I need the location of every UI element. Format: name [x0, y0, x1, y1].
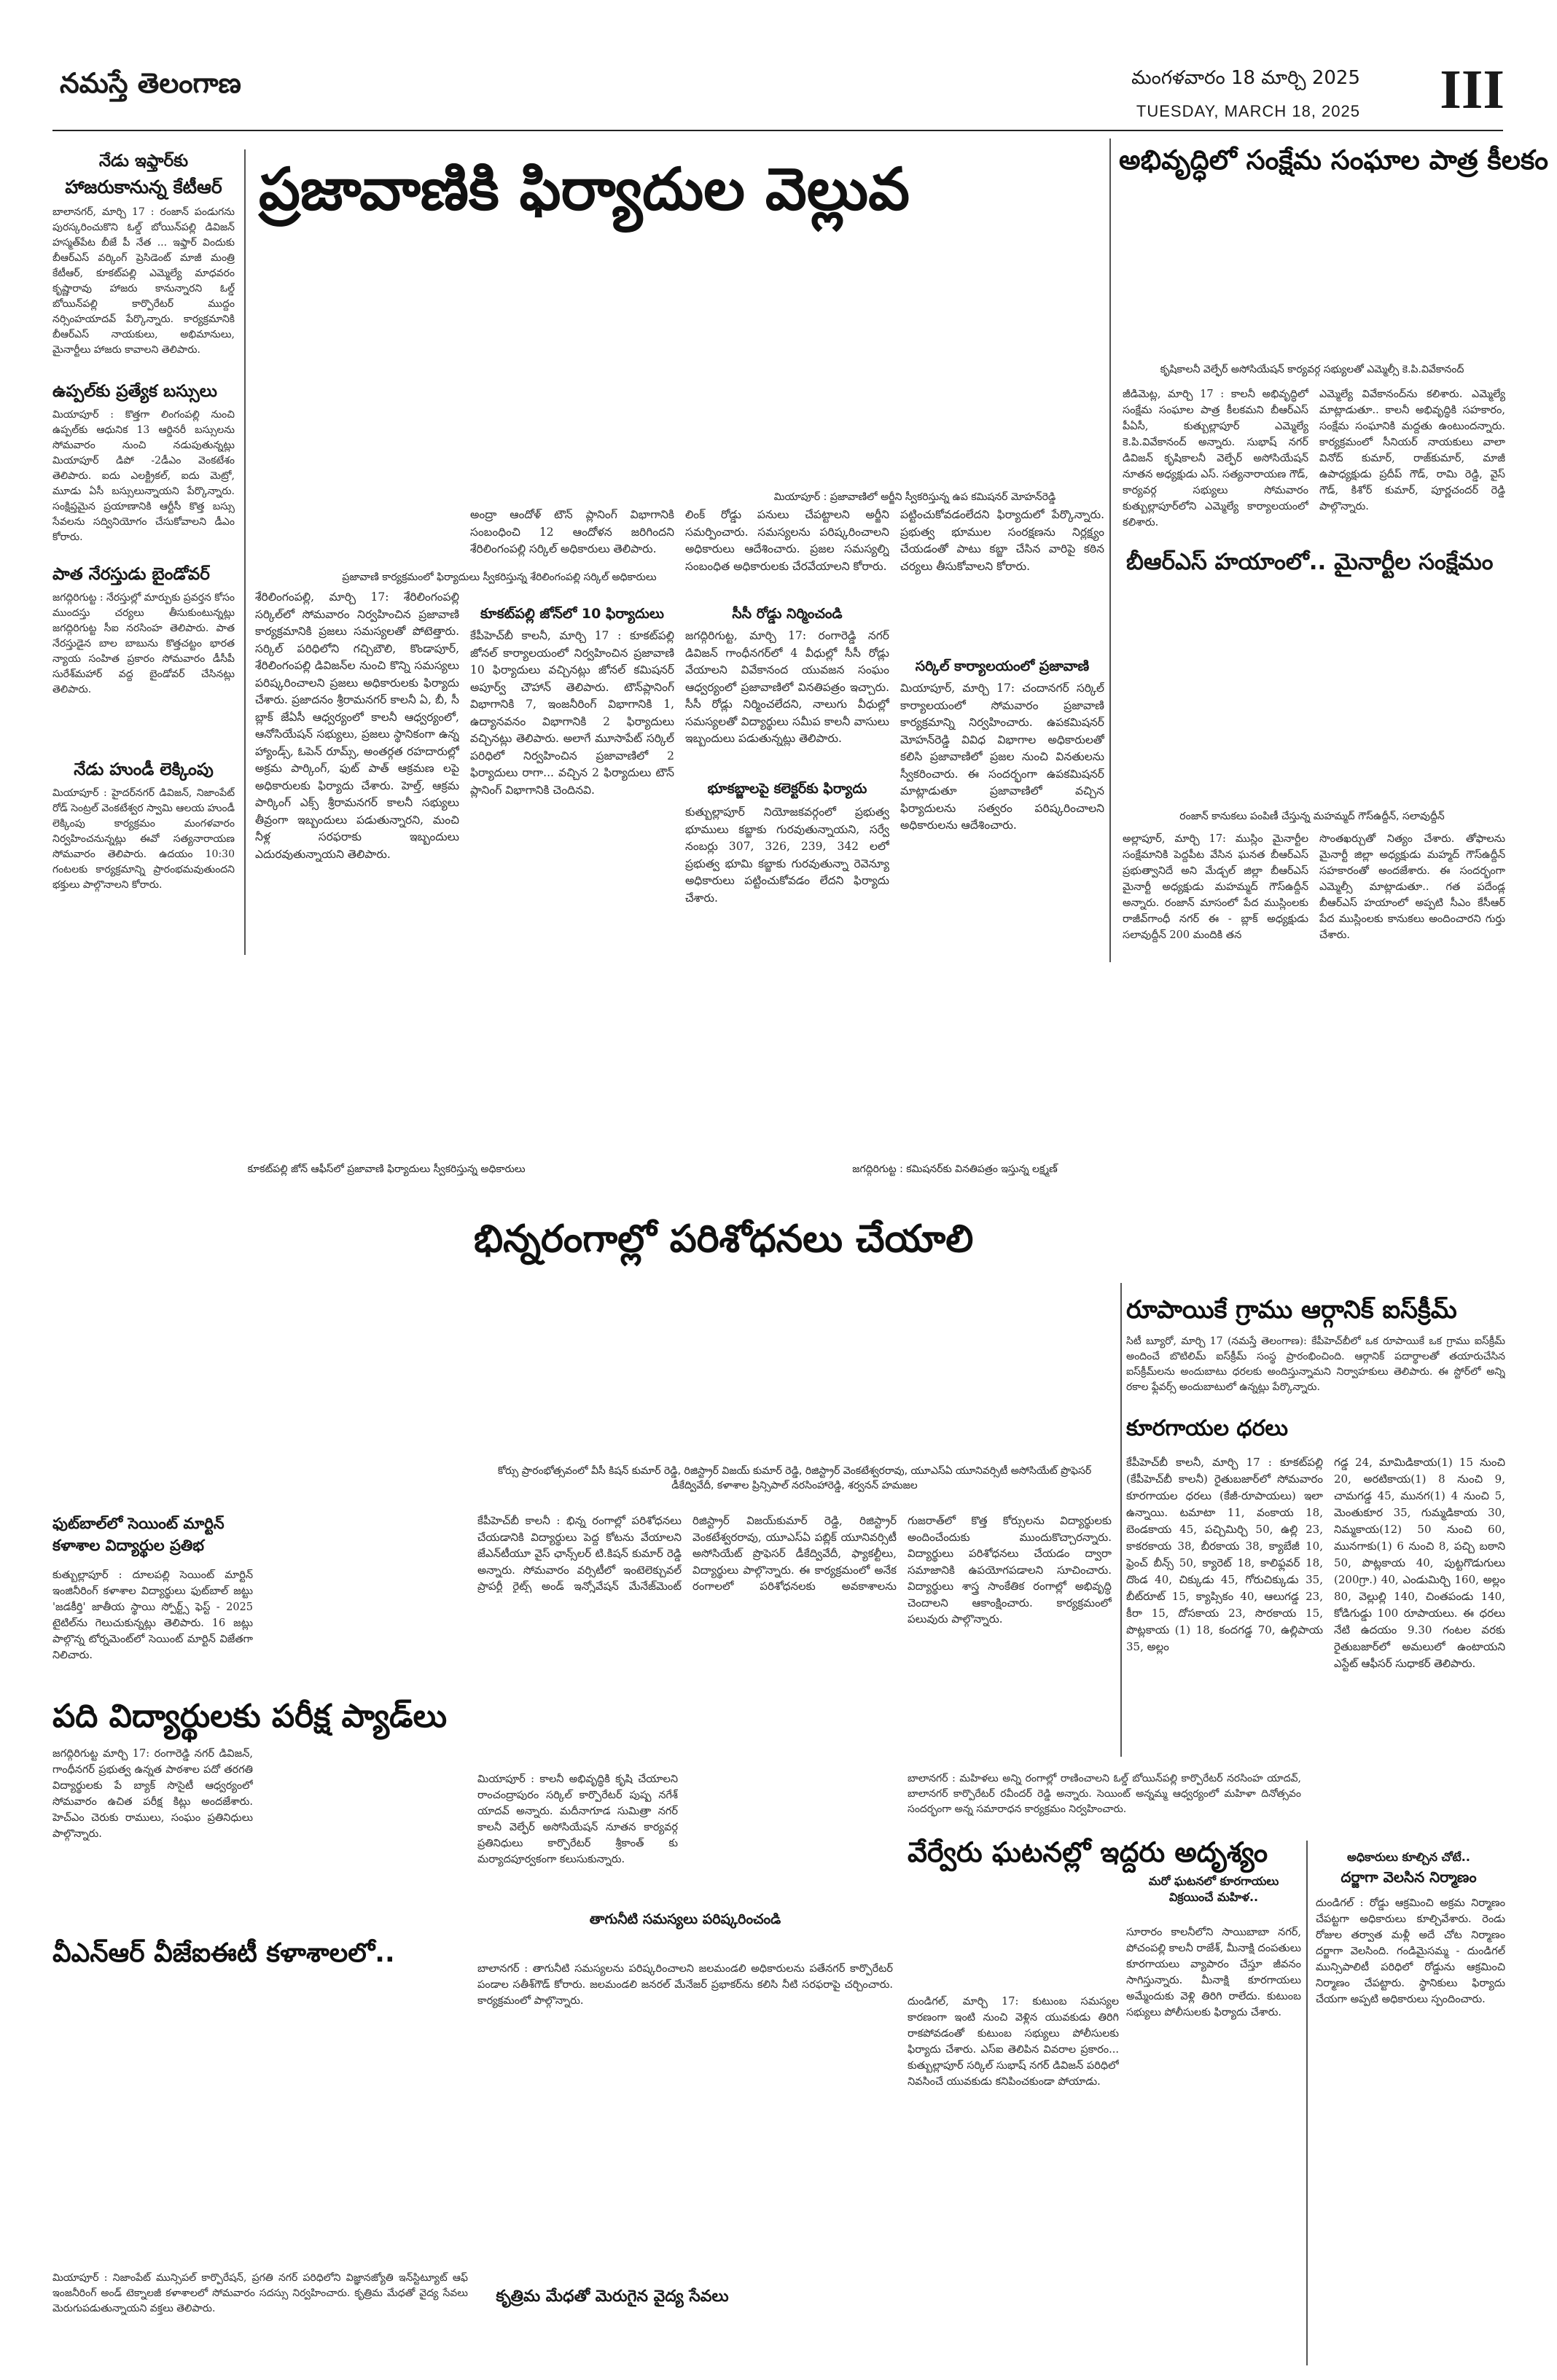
lead-col-3-text: జగద్గిరిగుట్ట, మార్చి 17: రంగారెడ్డి నగర్‌ డివిజన్‌ గాంధీనగర్‌లో 4 వీధుల్లో సీసీ రోడ్లు వేయాలని వివేకానంద యువజన సంఘం ఆధ్వర్యంలో ప్రజావాణిలో వినతిపత్రం ఇచ్చారు. సీసీ రోడ్లు నిర్మించలేదని, నాలుగు వీధుల్లో సమస్యలతో విద్యార్థులు సమీప కాలనీ వాసులు ఇబ్బందులు పడుతున్నట్లు తెలిపారు. [685, 629, 889, 745]
organic-headline: రూపాయికే గ్రాము ఆర్గానిక్‌ ఐస్‌క్రీమ్‌ [1126, 1295, 1457, 1324]
missing-head: వేర్వేరు ఘటనల్లో ఇద్దరు అదృశ్యం [908, 1836, 1268, 1868]
exam-pads-head: పది విద్యార్థులకు పరీక్ష ప్యాడ్‌లు [52, 1698, 448, 1735]
column-divider [1306, 1841, 1308, 2365]
brief-kicker: నేడు ఇఫ్తార్‌కు [98, 152, 189, 171]
demolition-kicker: అధికారులు కూల్చిన చోటే.. [1347, 1850, 1470, 1864]
middle-photo-band [52, 969, 1503, 1159]
football-head: ఫుట్‌బాల్‌లో సెయింట్‌ మార్టిన్‌ కళాశాల విద్యార్థుల ప్రతిభ [52, 1515, 225, 1554]
middle-right-caption: జగద్గిరిగుట్ట : కమిషనర్‌కు వినతిపత్రం ఇస్తున్న లక్ష్మణ్‌ [852, 1163, 1058, 1175]
masthead-rule [52, 130, 1503, 131]
veg-prices-head: కూరగాయల ధరలు [1126, 1416, 1289, 1441]
column-divider [1109, 138, 1111, 962]
newspaper-name: నమస్తే తెలంగాణ [60, 67, 241, 99]
missing-subhead: మరో ఘటనలో కూరగాయలు విక్రయించే మహిళ.. [1148, 1874, 1279, 1904]
ai-health-photo [52, 2183, 468, 2263]
right-subhead: బీఆర్‌ఎస్‌ హయాంలో.. మైనార్టీల సంక్షేమం [1126, 549, 1494, 575]
football-body-col-1: కుత్బుల్లాపూర్‌ : దూలపల్లి సెయింట్‌ మార్టిన్‌ ఇంజినీరింగ్‌ కళాశాల విద్యార్థులు ఫుట్‌బాల్‌ జట్టు 'జడకీర్తి' జాతీయ స్థాయి స్పోర్ట్స్‌ ఫెస్ట్‌ - 2025 టైటిల్‌ను గెలుచుకున్నట్లు తెలిపారు. 16 జట్లు పాల్గొన్న టోర్నమెంట్‌లో సెయింట్‌ మార్టిన్‌ విజేతగా నిలిచారు. [52, 1569, 253, 1661]
water-body: బాలానగర్‌ : తాగునీటి సమస్యలను పరిష్కరించాలని జలమండలి అధికారులను పతేనగర్‌ కార్పొరేటర్‌ పండాల సతీశ్‌గౌడ్‌ కోరారు. జలమండలి జనరల్‌ మేనేజర్‌ ప్రభాకర్‌ను కలిసి నీటి సరఫరాపై చర్చించారు. కార్యక్రమంలో పాల్గొన్నారు. [477, 1963, 893, 2007]
ai-health-body: మియాపూర్‌ : నిజాంపేట్‌ మున్సిపల్‌ కార్పొరేషన్‌, ప్రగతి నగర్‌ పరిధిలోని విజ్ఞానజ్యోతి ఇన్‌స్టిట్యూట్‌ ఆఫ్‌ ఇంజనీరింగ్‌ అండ్‌ టెక్నాలజీ కళాశాలలో సోమవారం సదస్సు నిర్వహించారు. కృత్రిమ మేధతో వైద్య సేవలు మెరుగుపడుతున్నాయని వక్తలు తెలిపారు. [52, 2272, 468, 2314]
lead-col-4-text: పట్టించుకోవడంలేదని ఫిర్యాదులో పేర్కొన్నారు. ప్రభుత్వ భూముల సంరక్షణను నిర్లక్ష్యం చేయడంతో పాటు కబ్జా చేసిన వారిపై కఠిన చర్యలు తీసుకోవాలని కోరారు. [900, 508, 1104, 573]
column-divider [244, 149, 246, 955]
research-photo [474, 1276, 1115, 1458]
lead-col-3-text: లింక్‌ రోడ్డు పనులు చేపట్టాలని అర్జీని సమర్పించారు. సమస్యలను పరిష్కరించాలని అధికారులు ఆదేశించారు. ప్రజల సమస్యల్ని సంబంధిత అధికారులకు చేరవేయాలని కోరారు. [685, 508, 889, 573]
brief-body: మియాపూర్‌ : కొత్తగా లింగంపల్లి నుంచి ఉప్పల్‌కు ఆధునిక 13 ఆర్డినరీ బస్సులను సోమవారం నుంచి నడుపుతున్నట్లు మియాపూర్‌ డిపో -2డీఎం వెంకటేశం తెలిపారు. ఐదు ఎలక్ట్రికల్‌, ఐదు మెట్రో, మూడు ఏసీ బస్సులున్నాయని పేర్కొన్నారు. సంక్షిప్తమైన ప్రయాణానికి ఆర్టీసీ కొత్త బస్సు సేవలను సద్వినియోగం చేసుకోవాలని డీఎం కోరారు. [52, 409, 235, 543]
brief-head: ఉప్పల్‌కు ప్రత్యేక బస్సులు [52, 382, 217, 401]
right-col-3: అల్లాపూర్‌, మార్చి 17: ముస్లిం మైనార్టీల సంక్షేమానికి పెద్దపీట వేసిన ఘనత బీఆర్‌ఎస్‌ ప్రభుత్వానిదే అని మేడ్చల్‌ జిల్లా బీఆర్‌ఎస్‌ మైనార్టీ అధ్యక్షుడు మహమ్మద్‌ గౌస్‌ఉద్దీన్‌ అన్నారు. రంజాన్‌ మాసంలో పేద ముస్లింలకు రాజీవ్‌గాంధీ నగర్‌ ఈ - బ్లాక్‌ అధ్యక్షుడు సలావుద్దీన్‌ 200 మందికి తన [1123, 833, 1308, 941]
demolition-head: దర్జాగా వెలసిన నిర్మాణం [1341, 1868, 1477, 1886]
research-col-2: రిజిస్ట్రార్‌ విజయ్‌కుమార్‌ రెడ్డి, రిజిస్ట్రార్‌ వెంకటేశ్వరరావు, యూఎస్‌ఏ పబ్లిక్‌ యూనివర్సిటీ అసోసియేట్‌ ప్రొఫెసర్‌ డీకేద్వివేదీ, ఫ్యాకల్టీలు, విద్యార్థులు పాల్గొన్నారు. ఈ కార్యక్రమంలో అనేక రంగాలలో పరిశోధనలకు అవకాశాలను [692, 1514, 897, 1593]
lead-col-2-text: కేపీహెచ్‌బీ కాలనీ, మార్చి 17 : కూకట్‌పల్లి జోనల్‌ కార్యాలయంలో నిర్వహించిన ప్రజావాణి 10 ఫిర్యాదులు వచ్చినట్లు జోనల్‌ కమిషనర్‌ అపూర్వ్‌ చౌహాన్‌ తెలిపారు. టౌన్‌ప్లానింగ్‌ విభాగానికి 7, ఇంజనీరింగ్‌ విభాగానికి 1, ఉద్యానవనం విభాగానికి 2 ఫిర్యాదులు వచ్చినట్లు తెలిపారు. అలాగే మూసాపేట్‌ సర్కిల్‌ పరిధిలో నిర్వహించిన ప్రజావాణిలో 2 ఫిర్యాదులు రాగా... వచ్చిన 2 ఫిర్యాదులు టౌన్‌ ప్లానింగ్‌ విభాగానికి చెందినవి. [470, 629, 674, 797]
lead-subhead: సీసీ రోడ్డు నిర్మించండి [732, 606, 843, 622]
exam-pads-body: జగద్గిరిగుట్ట మార్చి 17: రంగారెడ్డి నగర్‌ డివిజన్‌, గాంధీనగర్‌ ప్రభుత్వ ఉన్నత పాఠశాల పదో తరగతి విద్యార్థులకు పే బ్యాక్‌ సొసైటీ ఆధ్వర్యంలో సోమవారం ఉచిత పరీక్ష కిట్లు అందజేశారు. హెచ్‌ఎం చెరుకు రాములు, సంఘం ప్రతినిధులు పాల్గొన్నారు. [52, 1748, 253, 1840]
right-photo-bottom-caption: రంజాన్‌ కానుకలు పంపిణీ చేస్తున్న మహమ్మద్‌ గౌస్‌ఉద్దీన్‌, సలావుద్దీన్‌ [1179, 811, 1445, 822]
women-day-body: బాలానగర్‌ : మహిళలు అన్ని రంగాల్లో రాణించాలని ఓల్డ్‌ బోయిన్‌పల్లి కార్పొరేటర్‌ నరసింహ యాదవ్‌, బాలానగర్‌ కార్పొరేటర్‌ రవీందర్‌ రెడ్డి అన్నారు. సెయింట్‌ అన్నమ్మ ఆధ్వర్యంలో మహిళా దినోత్సవం సందర్భంగా అన్న సమారాధన కార్యక్రమం నిర్వహించారు. [908, 1773, 1301, 1815]
column-divider [1120, 1283, 1122, 1757]
right-col-1: జీడిమెట్ల, మార్చి 17 : కాలనీ అభివృద్ధిలో సంక్షేమ సంఘాల పాత్ర కీలకమని బీఆర్‌ఎస్‌ పీఏసీ, కుత్బుల్లాపూర్‌ ఎమ్మెల్యే కె.పి.వివేకానంద్‌ అన్నారు. సుభాష్‌ నగర్‌ డివిజన్‌ కృషికాలనీ వెల్ఫేర్‌ అసోసియేషన్‌ నూతన అధ్యక్షుడు ఎస్‌. సత్యనారాయణ గౌడ్‌, కార్యవర్గ సభ్యులు సోమవారం కుత్బుల్లాపూర్‌లోని ఎమ్మెల్యే కార్యాలయంలో కలిశారు. [1123, 389, 1308, 528]
lead-col-3-text: కుత్బుల్లాపూర్‌ నియోజకవర్గంలో ప్రభుత్వ భూములు కబ్జాకు గురవుతున్నాయని, సర్వే నంబర్లు 307, 326, 239, 342 లలో ప్రభుత్వ భూమి కబ్జాకు గురవుతున్నా రెవెన్యూ అధికారులు పట్టించుకోవడం లేదని ఫిర్యాదు చేశారు. [685, 805, 889, 905]
lead-subhead: సర్కిల్‌ కార్యాలయంలో ప్రజావాణి [915, 658, 1090, 674]
lead-subhead: భూకబ్జాలపై కలెక్టర్‌కు ఫిర్యాదు [707, 781, 867, 797]
brief-body: జగద్గిరిగుట్ట : నేరస్తుల్లో మార్పుకు ప్రవర్తన కోసం ముందస్తు చర్యలు తీసుకుంటున్నట్లు జగద్గిరిగుట్ట సీఐ నరసింహ తెలిపారు. పాత నేరస్తుడైన బాల బాబును కొత్తచట్టం భారత న్యాయ సంహిత ప్రకారం సోమవారం డీసీపీ సురేశ్‌మహార్‌ వద్ద బైండోవర్‌ చేసినట్లు తెలిపారు. [52, 592, 235, 695]
water-head: తాగునీటి సమస్యలు పరిష్కరించండి [589, 1911, 781, 1927]
research-photo-caption: కోర్సు ప్రారంభోత్సవంలో వీసీ కిషన్‌ కుమార్‌ రెడ్డి, రిజిస్ట్రార్‌ విజయ్‌ కుమార్‌ రెడ్డి, రిజిస్ట్రార్‌ వెంకటేశ్వరరావు, యూఎస్‌ఏ యూనివర్సిటీ అసోసియేట్‌ ప్రొఫెసర్‌ డీకేద్వివేదీ, కళాశాల ప్రిన్సిపాల్‌ నరసింహారెడ్డి, శర్వనన్‌ హమజల [497, 1465, 1092, 1491]
lead-subhead: కూకట్‌పల్లి జోన్‌లో 10 ఫిర్యాదులు [480, 606, 664, 622]
research-col-3: గుజరాత్‌లో కొత్త కోర్సులను విద్యార్థులకు అందించేందుకు ముందుకొచ్చారన్నారు. విద్యార్థులు పరిశోధనలు చేయడం ద్వారా సమాజానికి ఉపయోగపడాలని సూచించారు. విద్యార్థులు శాస్త్ర సాంకేతిక రంగాల్లో అభివృద్ధి చెందాలని ఆకాంక్షించారు. కార్యక్రమంలో పలువురు పాల్గొన్నారు. [908, 1514, 1112, 1626]
lead-col-2 [470, 507, 674, 934]
football-photo [259, 1513, 463, 1695]
date-english: TUESDAY, MARCH 18, 2025 [1136, 102, 1360, 120]
colony-photo [474, 1593, 897, 1764]
right-col-2: ఎమ్మెల్యే వివేకానంద్‌ను కలిశారు. ఎమ్మెల్యే మాట్లాడుతూ.. కాలనీ అభివృద్ధికి సహకారం, సంక్షేమ సంఘానికి మద్దతు ఉంటుందన్నారు. కార్యక్రమంలో సీనియర్‌ నాయకులు వాలా వినోద్‌ కుమార్‌, రాజ్‌కుమార్‌, మాజీ ఉపాధ్యక్షుడు ప్రదీప్‌ గౌడ్‌, రామి రెడ్డి, వైస్‌ గౌడ్‌, కిశోర్‌ కుమార్‌, పూర్ణచందర్‌ రెడ్డి పాల్గొన్నారు. [1319, 389, 1505, 512]
research-headline: భిన్నరంగాల్లో పరిశోధనలు చేయాలి [474, 1217, 974, 1261]
left-column [52, 149, 235, 950]
right-headline: అభివృద్ధిలో సంక్షేమ సంఘాల పాత్ర కీలకం [1119, 144, 1549, 176]
brief-head: హాజరుకానున్న కేటీఆర్‌ [65, 176, 222, 198]
brief-body: మియాపూర్‌ : హైదర్‌నగర్‌ డివిజన్‌, నిజాంపేట్‌ రోడ్‌ సెంట్రల్‌ వెంకటేశ్వర స్వామి ఆలయ హుండీ లెక్కింపు కార్యక్రమం మంగళవారం నిర్వహించనున్నట్లు ఈవో సత్యనారాయణ సోమవారం తెలిపారు. ఉదయం 10:30 గంటలకు కార్యక్రమాన్ని ప్రారంభమవుతుందని భక్తులు పాల్గొనాలని కోరారు. [52, 787, 235, 891]
right-photo-top [1119, 186, 1505, 354]
lead-col-4-text: మియాపూర్‌, మార్చి 17: చందానగర్‌ సర్కిల్‌ కార్యాలయంలో సోమవారం ప్రజావాణి కార్యక్రమాన్ని నిర్వహించారు. ఉపకమిషనర్‌ మోహన్‌రెడ్డి వివిధ విభాగాల అధికారులతో కలిసి ప్రజావాణిలో ప్రజల నుంచి వినతులను స్వీకరించారు. ఈ సందర్భంగా ఉపకమిషనర్‌ మాట్లాడుతూ ప్రజావాణిలో వచ్చిన ఫిర్యాదులను సత్వరం పరిష్కరించాలని అధికారులను ఆదేశించారు. [900, 682, 1104, 832]
middle-left-caption: కూకట్‌పల్లి జోన్‌ ఆఫీస్‌లో ప్రజావాణి ఫిర్యాదులు స్వీకరిస్తున్న అధికారులు [247, 1163, 526, 1175]
lead-photo-top [251, 244, 1097, 485]
veg-prices-col-2: గడ్డ 24, మామిడికాయ(1) 15 నుంచి 20, అరటికాయ(1) 8 నుంచి 9, చామగడ్డ 45, మునగ(1) 4 నుంచి 5, మెంతుకూర 35, గుమ్మడికాయ 30, నిమ్మకాయ(12) 50 నుంచి 60, మునగాకు(1) 6 నుంచి 8, పచ్చి బఠాని 50, పొట్లకాయ 40, పుట్టగొడుగులు (200గ్రా.) 40, ఎండుమిర్చి 160, అల్లం 80, వెల్లుల్లి 140, చింతపండు 140, కోడిగుడ్డు 100 రూపాయలు. ఈ ధరలు నేటి ఉదయం 9.30 గంటల వరకు రైతుబజార్‌లో అమలులో ఉంటాయని ఎస్టేట్‌ ఆఫీసర్‌ సుధాకర్‌ తెలిపారు. [1334, 1456, 1505, 1670]
exam-pads-photo [259, 1746, 463, 1921]
research-col-1: కేపీహెచ్‌బీ కాలనీ : భిన్న రంగాల్లో పరిశోధనలు చేయడానికి విద్యార్థులు పెద్ద కోటను వేయాలని జేఎన్‌టీయూ వైస్‌ ఛాన్స్‌లర్‌ టి.కిషన్‌ కుమార్‌ రెడ్డి అన్నారు. సోమవారం వర్సిటీలో ఇంటెలెక్చువల్‌ ప్రాపర్టీ రైట్స్‌ అండ్‌ ఇన్నోవేషన్‌ మేనేజ్‌మెంట్‌ [477, 1514, 682, 1593]
lead-photo-bottom-caption: ప్రజావాణి కార్యక్రమంలో ఫిర్యాదులు స్వీకరిస్తున్న శేరిలింగంపల్లి సర్కిల్‌ అధికారులు [342, 571, 657, 583]
page-number: III [1440, 59, 1505, 120]
right-col-4: సొంతఖర్చుతో నిత్యం చేశారు. తోఫాలను మైనార్టీ జిల్లా అధ్యక్షుడు మహ్మద్‌ గౌస్‌ఉద్దీన్‌ సహకారంతో అందజేశారు. ఈ సందర్భంగా ఎమ్మెల్సీ మాట్లాడుతూ.. గత పదేండ్ల బీఆర్‌ఎస్‌ హయాంలో అప్పటి సీఎం కేసీఆర్‌ పేద ముస్లింలకు కానుకలు అందించారని గుర్తు చేశారు. [1319, 833, 1505, 941]
lead-headline: ప్రజావాణికి ఫిర్యాదుల వెల్లువ [259, 155, 910, 223]
veg-prices-col-1: కేపీహెచ్‌బీ కాలనీ, మార్చి 17 : కూకట్‌పల్లి (కేపీహెచ్‌బీ కాలనీ) రైతుబజార్‌లో సోమవారం కూరగాయల ధరలు (కేజీ-రూపాయలు) ఇలా ఉన్నాయి. టమాటా 11, వంకాయ 18, బెండకాయ 45, పచ్చిమిర్చి 50, ఉల్లి 23, కాకరకాయ 38, బీరకాయ 38, క్యాబేజీ 10, ఫ్రెంచ్‌ బీన్స్‌ 50, క్యారెట్‌ 18, కాలిఫ్లవర్‌ 18, దొండ 40, చిక్కుడు 45, గోరుచిక్కుడు 35, బీట్‌రూట్‌ 15, క్యాప్సికం 40, ఆలుగడ్డ 23, కీరా 15, దోసకాయ 23, సొరకాయ 15, పొట్లకాయ (1) 18, కందగడ్డ 70, ఉల్లిపాయ 35, అల్లం [1126, 1456, 1323, 1653]
lead-photo-top-caption: మియాపూర్‌ : ప్రజావాణిలో అర్జీని స్వీకరిస్తున్న ఉప కమిషనర్‌ మోహన్‌రెడ్డి [773, 491, 1056, 503]
right-photo-top-caption: కృషికాలనీ వెల్ఫేర్‌ అసోసియేషన్‌ కార్యవర్గ సభ్యులతో ఎమ్మెల్సీ కె.పి.వివేకానంద్‌ [1160, 364, 1464, 375]
right-photo-bottom [1119, 587, 1505, 798]
demolition-body: దుండిగల్‌ : రోడ్డు ఆక్రమించి అక్రమ నిర్మాణం చేపట్టగా అధికారులు కూల్చివేశారు. రెండు రోజుల తర్వాత మళ్లీ అదే చోట నిర్మాణం దర్జాగా వెలసింది. గండిమైసమ్మ - దుండిగల్‌ మున్సిపాలిటీ పరిధిలో రోడ్డును ఆక్రమించి నిర్మాణం చేపట్టారు. స్థానికులు ఫిర్యాదు చేయగా అప్పటి అధికారులు స్పందించారు. [1316, 1897, 1505, 2005]
brief-head: పాత నేరస్తుడు బైండోవర్‌ [52, 565, 210, 584]
brief-body: బాలానగర్‌, మార్చి 17 : రంజాన్‌ పండుగను పురస్కరించుకొని ఓల్డ్‌ బోయిన్‌పల్లి డివిజన్‌ హస్మత్‌పేట బీజే పీ నేత ... ఇఫ్తార్‌ విందుకు బీఆర్‌ఎస్‌ వర్కింగ్‌ ప్రెసిడెంట్‌ మాజీ మంత్రి కేటీఆర్‌, కూకట్‌పల్లి ఎమ్మెల్యే మాధవరం కృష్ణారావు హాజరు కానున్నారని ఓల్డ్‌ బోయిన్‌పల్లి కార్పొరేటర్‌ ముద్దం నర్సింహయాదవ్‌ పేర్కొన్నారు. కార్యక్రమానికి బీఆర్‌ఎస్‌ నాయకులు, అభిమానులు, మైనార్టీలు హాజరు కావాలని తెలిపారు. [52, 206, 235, 356]
lead-col-1: శేరిలింగంపల్లి, మార్చి 17: శేరిలింగంపల్లి సర్కిల్‌లో సోమవారం నిర్వహించిన ప్రజావాణి కార్యక్రమానికి ప్రజలు సమస్యలతో పోటెత్తారు. సర్కిల్‌ పరిధిలోని గచ్చిబౌలి, కొండాపూర్‌, శేరిలింగంపల్లి డివిజన్‌ల నుంచి కొన్ని సమస్యలు పరిష్కరించాలని ప్రజలు అధికారులకు ఫిర్యాదు చేశారు. ప్రజాదనం శ్రీరామనగర్‌ కాలనీ ఏ, బీ, సీ బ్లాక్‌ జేఏసీ ఆధ్వర్యంలో కాలనీ ఆధ్వర్యంలో, ఆనోసియేషన్‌ సభ్యులు, ప్రజలు స్థానికంగా ఉన్న హ్యాండ్స్‌, ఓపెన్‌ రూమ్స్‌, అంతర్గత రహదారుల్లో అక్రమ పార్కింగ్‌, ఫుట్‌ పాత్‌ ఆక్రమణ లపై అధికారులకు ఫిర్యాదు చేశారు. హెల్త్‌, ఆక్రమ పార్కింగ్‌ ఎక్స్‌ శ్రీరామనగర్‌ కాలనీ సభ్యులు తీవ్రంగా ఇబ్బందులు పడుతున్నారని, మంచి నీళ్ల సరఫరాకు ఇబ్బందులు ఎదురవుతున్నాయని తెలిపారు. [255, 590, 459, 861]
missing-body-1: దుండిగల్‌, మార్చి 17: కుటుంబ సమస్యల కారణంగా ఇంటి నుంచి వెళ్లిన యువకుడు తిరిగి రాకపోవడంతో కుటుంబ సభ్యులు పోలీసులకు ఫిర్యాదు చేశారు. ఎస్‌ఐ తెలిపిన వివరాల ప్రకారం... కుత్బుల్లాపూర్‌ సర్కిల్‌ సుభాష్‌ నగర్‌ డివిజన్‌ పరిధిలో నివసించే యువకుడు కనిపించకుండా పోయాడు. [908, 1996, 1119, 2088]
lead-col-3 [685, 507, 889, 935]
missing-photo-1 [908, 1877, 1112, 1986]
brief-head: నేడు హుండీ లెక్కింపు [74, 760, 214, 779]
water-photo [474, 2056, 897, 2223]
date-telugu: మంగళవారం 18 మార్చి 2025 [1131, 67, 1360, 89]
colony-body: మియాపూర్‌ : కాలనీ అభివృద్ధికి కృషి చేయాలని రాంచంద్రాపురం సర్కిల్‌ కార్పొరేటర్‌ పుష్ప నగేశ్‌ యాదవ్‌ అన్నారు. మదీనాగూడ సుమిత్రా నగర్‌ కాలనీ వెల్ఫేర్‌ అసోసియేషన్‌ నూతన కార్యవర్గ ప్రతినిధులు కార్పొరేటర్‌ శ్రీకాంత్‌ కు మర్యాదపూర్వకంగా కలుసుకున్నారు. [477, 1774, 678, 1865]
ai-health-head: కృత్రిమ మేధతో మెరుగైన వైద్య సేవలు [496, 2287, 729, 2306]
lead-col-4 [900, 507, 1104, 935]
lead-col-2-text: అంద్రా ఆందోళ్‌ టౌన్‌ ప్లానింగ్‌ విభాగానికి సంబంధించి 12 ఆందోళన జరిగిందని శేరిలింగంపల్లి సర్కిల్‌ అధికారులు తెలిపారు. [470, 508, 674, 555]
organic-body: సిటీ బ్యూరో, మార్చి 17 (నమస్తే తెలంగాణ): కేపీహెచ్‌బీలో ఒక రూపాయికే ఒక గ్రాము ఐస్‌క్రీమ్‌ అందించే బొటిలిమ్‌ ఐస్‌క్రీమ్‌ సంస్థ ప్రారంభించింది. ఆర్గానిక్‌ పదార్థాలతో తయారుచేసిన ఐస్‌క్రీమ్‌లను అందుబాటు ధరలకు అందిస్తున్నామని నిర్వాహకులు తెలిపారు. ఈ స్టోర్‌లో అన్ని రకాల ఫ్లేవర్స్‌ అందుబాటులో ఉన్నట్లు పేర్కొన్నారు. [1126, 1335, 1505, 1393]
vnr-photo [52, 1983, 464, 2180]
vnr-head: వీఎన్‌ఆర్‌ వీజేఐఈటీ కళాశాలలో.. [52, 1938, 395, 1968]
missing-photo-2 [908, 2187, 1301, 2354]
missing-body-2: సూరారం కాలనీలోని సాయిబాబా నగర్‌, పోచంపల్లి కాలనీ రాజేశ్‌, మీనాక్షి దంపతులు కూరగాయలు వ్యాపారం చేస్తూ జీవనం సాగిస్తున్నారు. మీనాక్షి కూరగాయలు అమ్మేందుకు వెళ్లి తిరిగి రాలేదు. కుటుంబ సభ్యులు పోలీసులకు ఫిర్యాదు చేశారు. [1126, 1927, 1301, 2018]
